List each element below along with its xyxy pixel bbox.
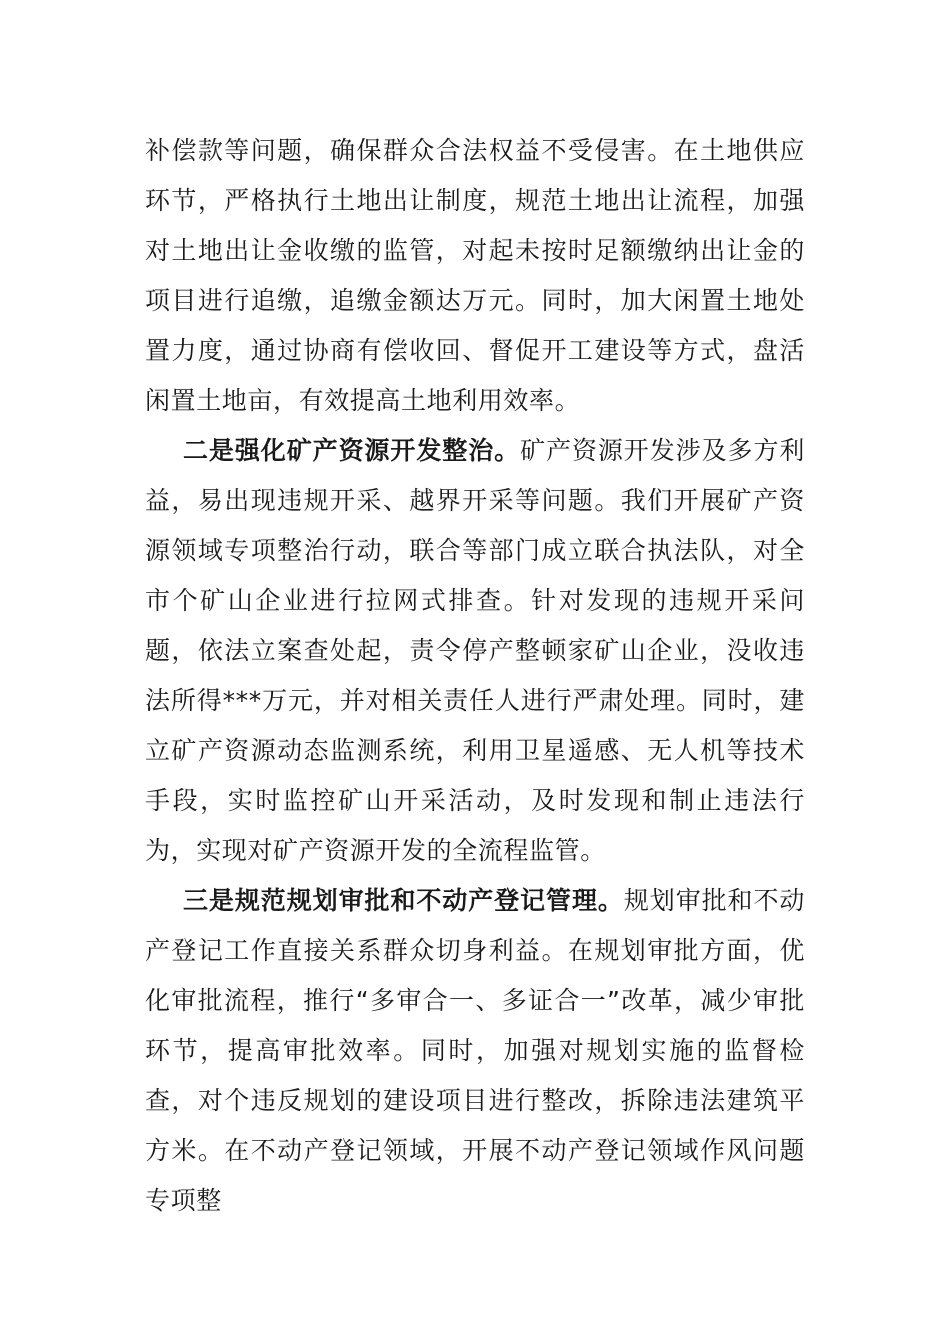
paragraph-mineral-resources	[145, 426, 805, 876]
paragraph-text: 矿产资源开发涉及多方利益，易出现违规开采、越界开采等问题。我们开展矿产资源领域专项整治行动，联合等部门成立联合执法队，对全市个矿山企业进行拉网式排查。针对发现的违规开采问题，依法立案查处起，责令停产整顿家矿山企业，没收违法所得***万元，并对相关责任人进行严肃处理。同时，建立矿产资源动态监测系统，利用卫星遥感、无人机等技术手段，实时监控矿山开采活动，及时发现和制止违法行为，实现对矿产资源开发的全流程监管。	[145, 436, 805, 865]
paragraph-text: 补偿款等问题，确保群众合法权益不受侵害。在土地供应环节，严格执行土地出让制度，规范土地出让流程，加强对土地出让金收缴的监管，对起未按时足额缴纳出让金的项目进行追缴，追缴金额达万元。同时，加大闲置土地处置力度，通过协商有偿收回、督促开工建设等方式，盘活闲置土地亩，有效提高土地利用效率。	[145, 136, 805, 415]
paragraph-land-supply	[145, 126, 805, 426]
paragraph-text: 规划审批和不动产登记工作直接关系群众切身利益。在规划审批方面，优化审批流程，推行“多审合一、多证合一”改革，减少审批环节，提高审批效率。同时，加强对规划实施的监督检查，对个违反规划的建设项目进行整改，拆除违法建筑平方米。在不动产登记领域，开展不动产登记领域作风问题专项整	[145, 886, 806, 1215]
paragraph-planning-registration	[145, 876, 805, 1226]
paragraph-lead-heading: 二是强化矿产资源开发整治。	[183, 436, 521, 465]
paragraph-lead-heading: 三是规范规划审批和不动产登记管理。	[183, 886, 624, 915]
document-body	[145, 126, 805, 1226]
